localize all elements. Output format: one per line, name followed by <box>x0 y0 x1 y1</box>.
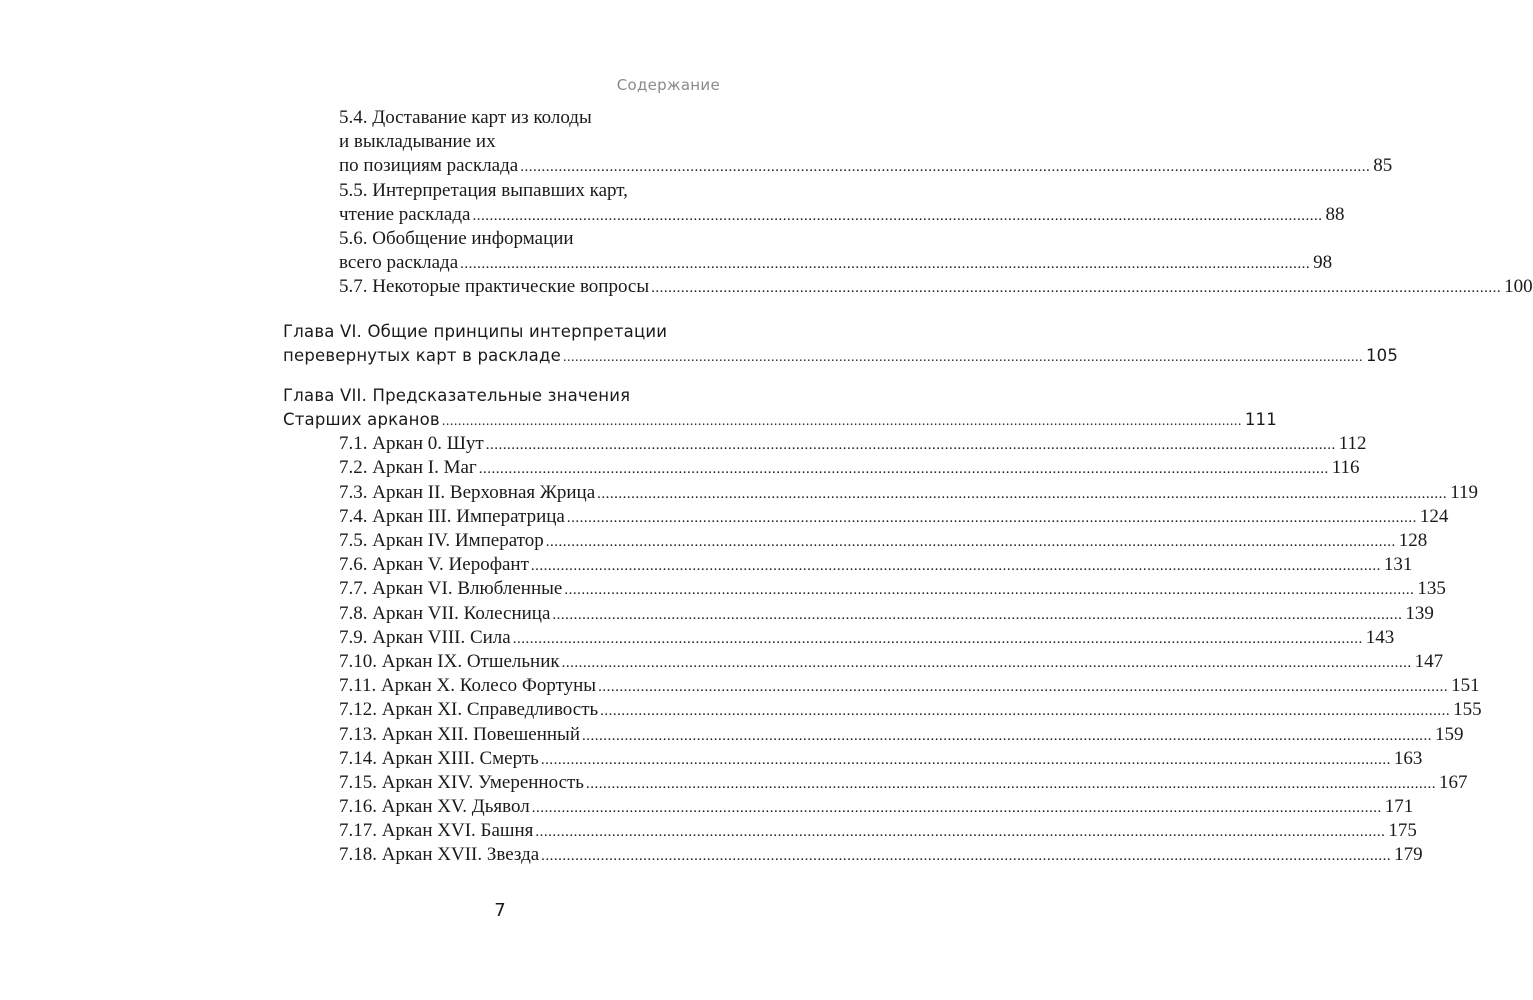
dot-leader: ........................................................................................................................................................................................................ <box>460 256 1311 273</box>
toc-entry-title: 7.4. Аркан III. Императрица <box>339 505 565 527</box>
toc-entry-7-15[interactable] <box>283 771 1468 795</box>
toc-entry-title: 7.7. Аркан VI. Влюбленные <box>339 578 563 600</box>
toc-entry-page: 98 <box>1313 252 1333 274</box>
toc-entry-5-4-line-1: 5.4. Доставание карт из колоды <box>339 107 592 128</box>
dot-leader: ........................................................................................................................................................................................................ <box>562 349 1363 365</box>
toc-entry-page: 85 <box>1373 155 1393 177</box>
toc-entry-page: 116 <box>1331 457 1360 479</box>
toc-entry-title: по позициям расклада <box>339 155 519 177</box>
dot-leader: ........................................................................................................................................................................................................ <box>598 679 1449 696</box>
dot-leader: ........................................................................................................................................................................................................ <box>582 727 1432 744</box>
toc-entry-page: 112 <box>1338 433 1367 455</box>
toc-entry-page: 124 <box>1419 505 1449 527</box>
toc-entry-page: 167 <box>1438 771 1468 793</box>
toc-entry-page: 139 <box>1405 602 1434 624</box>
toc-entry-page: 135 <box>1417 578 1446 600</box>
toc-entry-5-6[interactable] <box>283 251 1333 275</box>
toc-entry-title: 7.14. Аркан XIII. Смерть <box>339 747 539 769</box>
toc-entry-7-3[interactable] <box>283 481 1478 505</box>
toc-entry-7-8[interactable] <box>283 602 1434 626</box>
chapter-6-heading-line-1: Глава VI. Общие принципы интерпретации <box>283 321 668 341</box>
toc-entry-7-7[interactable] <box>283 577 1446 601</box>
toc-entry-page: 147 <box>1414 650 1444 672</box>
chapter-6-entry[interactable] <box>283 344 1399 368</box>
toc-entry-page: 179 <box>1394 844 1423 866</box>
chapter-title: перевернутых карт в раскладе <box>283 345 561 365</box>
chapter-page: 111 <box>1244 410 1277 430</box>
toc-entry-7-17[interactable] <box>283 819 1417 843</box>
toc-entry-7-6[interactable] <box>283 553 1413 577</box>
table-of-contents <box>283 106 1533 868</box>
dot-leader: ........................................................................................................................................................................................................ <box>600 703 1451 720</box>
toc-entry-title: 7.3. Аркан II. Верховная Жрица <box>339 481 596 503</box>
dot-leader: ........................................................................................................................................................................................................ <box>472 207 1323 224</box>
dot-leader: ........................................................................................................................................................................................................ <box>552 606 1403 623</box>
toc-entry-7-16[interactable] <box>283 795 1414 819</box>
chapter-7-heading-line-1: Глава VII. Предсказательные значения <box>283 385 631 405</box>
toc-entry-7-5[interactable] <box>283 529 1428 553</box>
dot-leader: ........................................................................................................................................................................................................ <box>535 824 1386 841</box>
toc-entry-title: 7.17. Аркан XVI. Башня <box>339 820 534 842</box>
toc-entry-page: 163 <box>1393 747 1423 769</box>
toc-entry-7-18[interactable] <box>283 843 1423 867</box>
toc-entry-page: 128 <box>1398 530 1428 551</box>
toc-entry-7-14[interactable] <box>283 747 1423 771</box>
dot-leader: ........................................................................................................................................................................................................ <box>597 485 1448 502</box>
dot-leader: ........................................................................................................................................................................................................ <box>441 414 1242 430</box>
dot-leader: ........................................................................................................................................................................................................ <box>651 280 1502 297</box>
toc-entry-title: 7.6. Аркан V. Иерофант <box>339 554 529 576</box>
toc-entry-title: 7.8. Аркан VII. Колесница <box>339 602 551 624</box>
dot-leader: ........................................................................................................................................................................................................ <box>531 800 1382 817</box>
toc-entry-page: 175 <box>1388 820 1417 842</box>
dot-leader: ........................................................................................................................................................................................................ <box>478 461 1329 478</box>
toc-entry-title: 7.12. Аркан XI. Справедливость <box>339 699 599 721</box>
toc-entry-5-5-line-1: 5.5. Интерпретация выпавших карт, <box>339 179 628 201</box>
toc-entry-page: 119 <box>1450 481 1478 503</box>
toc-entry-7-9[interactable] <box>283 626 1395 650</box>
toc-entry-page: 159 <box>1435 723 1464 745</box>
toc-entry-title: всего расклада <box>339 252 459 274</box>
toc-entry-5-4-line-2: и выкладывание их <box>339 131 496 153</box>
toc-entry-7-11[interactable] <box>283 674 1480 698</box>
toc-entry-5-7[interactable] <box>283 275 1533 299</box>
dot-leader: ........................................................................................................................................................................................................ <box>545 534 1396 550</box>
dot-leader: ........................................................................................................................................................................................................ <box>512 630 1363 647</box>
toc-entry-7-10[interactable] <box>283 650 1444 674</box>
toc-entry-page: 151 <box>1451 675 1480 697</box>
toc-entry-title: 7.1. Аркан 0. Шут <box>339 433 484 455</box>
dot-leader: ........................................................................................................................................................................................................ <box>540 751 1391 768</box>
toc-entry-title: 7.9. Аркан VIII. Сила <box>339 626 511 648</box>
toc-entry-page: 171 <box>1384 796 1414 818</box>
page-number: 7 <box>494 900 506 921</box>
dot-leader: ........................................................................................................................................................................................................ <box>530 558 1381 575</box>
toc-entry-5-5[interactable] <box>283 203 1345 227</box>
toc-entry-5-4[interactable] <box>283 154 1393 178</box>
toc-entry-title: 7.15. Аркан XIV. Умеренность <box>339 771 584 793</box>
dot-leader: ........................................................................................................................................................................................................ <box>564 582 1415 599</box>
chapter-page: 105 <box>1365 345 1399 365</box>
toc-entry-title: 7.10. Аркан IX. Отшельник <box>339 650 560 672</box>
chapter-title: Старших арканов <box>283 410 440 430</box>
toc-entry-title: 7.16. Аркан XV. Дьявол <box>339 796 530 818</box>
toc-entry-title: 7.18. Аркан XVII. Звезда <box>339 844 540 866</box>
toc-entry-title: 7.11. Аркан X. Колесо Фортуны <box>339 675 597 697</box>
toc-entry-title: чтение расклада <box>339 203 471 225</box>
running-head: Содержание <box>616 76 720 94</box>
dot-leader: ........................................................................................................................................................................................................ <box>520 159 1371 176</box>
toc-entry-5-6-line-1: 5.6. Обобщение информации <box>339 227 574 249</box>
toc-entry-7-1[interactable] <box>283 432 1367 456</box>
toc-entry-title: 7.13. Аркан XII. Повешенный <box>339 723 580 745</box>
toc-entry-title: 7.2. Аркан I. Маг <box>339 457 477 479</box>
toc-entry-page: 88 <box>1325 203 1345 225</box>
chapter-7-entry[interactable] <box>283 408 1277 432</box>
dot-leader: ........................................................................................................................................................................................................ <box>566 509 1417 526</box>
toc-entry-7-4[interactable] <box>283 505 1449 529</box>
toc-entry-page: 131 <box>1383 554 1413 576</box>
toc-entry-page: 100 <box>1504 276 1533 298</box>
toc-entry-title: 7.5. Аркан IV. Император <box>339 530 544 551</box>
dot-leader: ........................................................................................................................................................................................................ <box>541 848 1392 865</box>
toc-entry-7-12[interactable] <box>283 698 1482 722</box>
toc-entry-page: 143 <box>1365 626 1395 648</box>
dot-leader: ........................................................................................................................................................................................................ <box>485 437 1336 454</box>
dot-leader: ........................................................................................................................................................................................................ <box>561 654 1412 671</box>
toc-entry-title: 5.7. Некоторые практические вопросы <box>339 276 650 298</box>
chapter-7-entries <box>283 432 1482 867</box>
toc-entry-page: 155 <box>1453 699 1482 721</box>
dot-leader: ........................................................................................................................................................................................................ <box>585 775 1436 792</box>
toc-entry-7-13[interactable] <box>283 723 1464 747</box>
toc-entry-7-2[interactable] <box>283 456 1360 480</box>
